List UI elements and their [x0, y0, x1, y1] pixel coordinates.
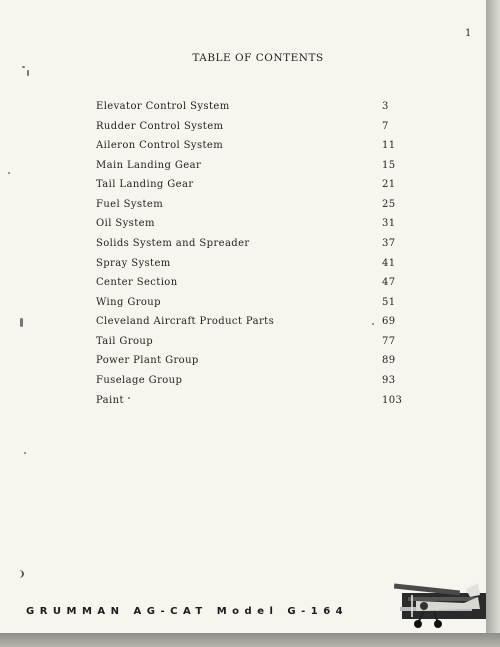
toc-entry: [96, 218, 396, 232]
toc-entry-page: 41: [382, 258, 396, 269]
scan-speck: [22, 66, 25, 68]
toc-entry-page: 11: [382, 140, 396, 151]
biplane-illustration: [394, 583, 486, 629]
toc-entry-label: Fuselage Group: [96, 375, 183, 386]
toc-entry: [96, 316, 396, 330]
toc-entry-label: Elevator Control System: [96, 101, 230, 112]
toc-entry-label: Tail Group: [96, 336, 154, 347]
toc-entry: [96, 121, 396, 135]
toc-entry-page: 89: [382, 355, 396, 366]
toc-entry-label: Spray System: [96, 258, 171, 269]
toc-entry-page: 3: [382, 101, 389, 112]
toc-entry: [96, 336, 396, 350]
toc-entry: [96, 297, 396, 311]
page-title: TABLE OF CONTENTS: [192, 52, 324, 64]
toc-entry-label: Center Section: [96, 277, 178, 288]
toc-entry-page: 77: [382, 336, 396, 347]
toc-entry: [96, 395, 403, 409]
toc-entry-page: 7: [382, 121, 389, 132]
page-edge-shadow: [486, 0, 500, 647]
toc-entry-page: 69: [382, 316, 396, 327]
toc-entry-label: Paint: [96, 395, 124, 406]
toc-entry-page: 93: [382, 375, 396, 386]
toc-entry-label: Power Plant Group: [96, 355, 199, 366]
toc-entry: [96, 179, 396, 193]
toc-entry-page: 25: [382, 199, 396, 210]
toc-entry: [96, 101, 396, 115]
scan-speck: [24, 452, 26, 454]
scan-speck: [27, 70, 29, 76]
page-edge-shadow: [0, 633, 500, 647]
toc-entry-label: Cleveland Aircraft Product Parts: [96, 316, 275, 327]
toc-entry: [96, 277, 396, 291]
scan-speck: [372, 323, 374, 325]
toc-entry-page: 31: [382, 218, 396, 229]
toc-entry: [96, 258, 396, 272]
scan-speck: [8, 172, 10, 174]
toc-entry-label: Fuel System: [96, 199, 164, 210]
toc-entry-page: 47: [382, 277, 396, 288]
toc-entry: [96, 375, 396, 389]
toc-entry-page: 103: [382, 395, 403, 406]
toc-entry-label: Oil System: [96, 218, 155, 229]
toc-entry: [96, 140, 396, 154]
toc-entry-page: 51: [382, 297, 396, 308]
toc-entry-label: Solids System and Spreader: [96, 238, 250, 249]
toc-entry-label: Main Landing Gear: [96, 160, 202, 171]
page-number: 1: [465, 28, 472, 39]
scan-speck: [128, 397, 130, 399]
scan-speck: [14, 570, 24, 578]
toc-entry-page: 21: [382, 179, 396, 190]
toc-entry: [96, 199, 396, 213]
toc-entry: [96, 160, 396, 174]
scan-speck: [20, 318, 23, 327]
toc-entry-label: Wing Group: [96, 297, 161, 308]
toc-entry-page: 37: [382, 238, 396, 249]
footer-model-name: GRUMMAN AG-CAT Model G-164: [26, 606, 349, 617]
toc-entry-page: 15: [382, 160, 396, 171]
toc-entry: [96, 355, 396, 369]
toc-entry-label: Aileron Control System: [96, 140, 224, 151]
toc-entry-label: Tail Landing Gear: [96, 179, 194, 190]
toc-entry: [96, 238, 396, 252]
toc-entry-label: Rudder Control System: [96, 121, 224, 132]
